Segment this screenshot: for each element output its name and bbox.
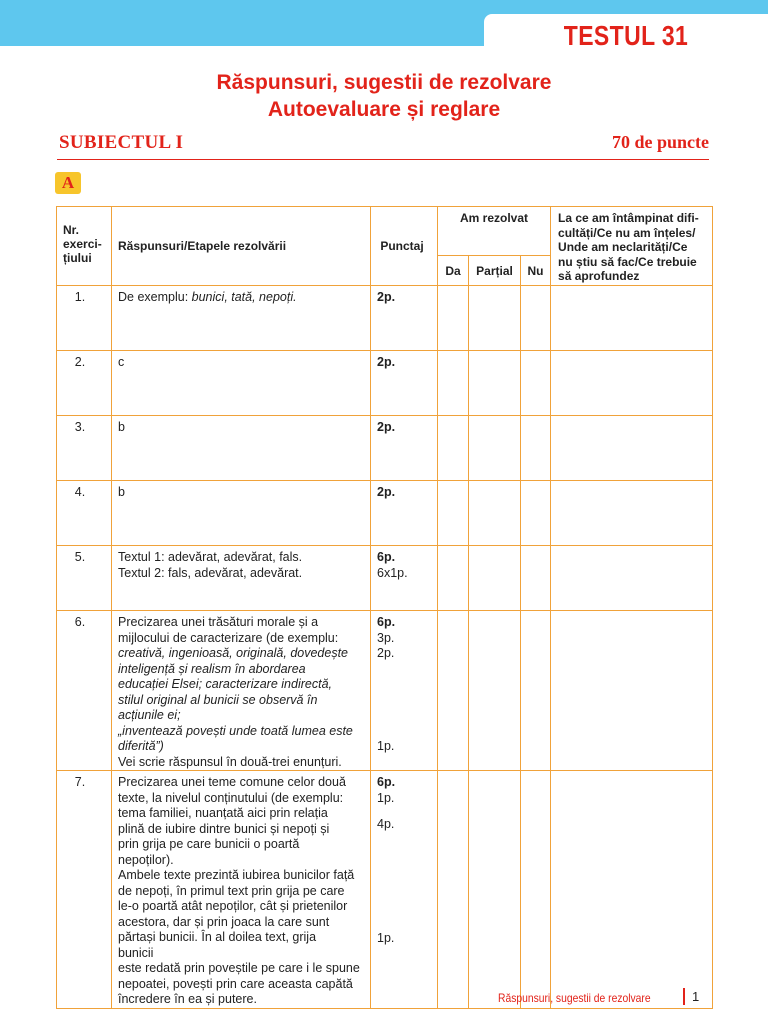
section-title: SUBIECTUL I — [59, 132, 184, 153]
table-row — [57, 546, 713, 611]
answer-line: prin grija pe care bunicii o poartă — [118, 837, 300, 851]
title-line-1: Răspunsuri, sugestii de rezolvare — [216, 71, 552, 94]
header-no: Nu — [521, 256, 551, 286]
check-partial[interactable] — [469, 611, 521, 771]
header-partial: Parțial — [469, 256, 521, 286]
answer-line: creativă, ingenioasă, originală, dovedește — [118, 646, 349, 660]
row-answer: c — [112, 351, 371, 416]
check-no[interactable] — [521, 286, 551, 351]
row-number: 7. — [57, 771, 112, 1009]
answer-line: texte, la nivelul conținutului (de exemplu: — [118, 790, 344, 805]
answer-italic: bunici, tată, nepoți. — [191, 290, 297, 304]
answer-line: mijlocului de caracterizare (de exemplu: — [118, 630, 339, 645]
answer-line: inteligență și realism în abordarea — [118, 661, 306, 676]
header-difficulties-line: La ce am întâmpinat difi- — [558, 211, 699, 225]
header-difficulties — [551, 207, 713, 286]
row-answer: b — [112, 481, 371, 546]
row-number: 2. — [57, 351, 112, 416]
difficulties-cell[interactable] — [551, 481, 713, 546]
check-partial[interactable] — [469, 351, 521, 416]
footer-title: Răspunsuri, sugestii de rezolvare — [498, 991, 651, 1005]
points-total: 6p. — [377, 615, 396, 629]
points-breakdown: 4p. — [377, 817, 395, 831]
points-breakdown: 1p. — [377, 930, 395, 945]
answer-line: încredere în ea și putere. — [118, 992, 257, 1006]
row-number: 1. — [57, 286, 112, 351]
points-breakdown: 2p. — [377, 646, 395, 660]
table-row — [57, 416, 713, 481]
row-answer — [112, 286, 371, 351]
points-breakdown: 3p. — [377, 630, 395, 645]
difficulties-cell[interactable] — [551, 286, 713, 351]
section-points: 70 de puncte — [611, 132, 709, 152]
check-no[interactable] — [521, 771, 551, 1009]
header-points: Punctaj — [371, 207, 438, 286]
answer-line: este redată prin poveștile pe care i le spune — [118, 961, 360, 975]
row-points — [371, 546, 438, 611]
points-breakdown: 1p. — [377, 739, 395, 753]
check-yes[interactable] — [438, 771, 469, 1009]
table-row — [57, 286, 713, 351]
table-row — [57, 771, 713, 1009]
answer-line: le-o poartă atât nepoților, cât și prietenilor — [118, 899, 348, 913]
row-answer — [112, 546, 371, 611]
answer-line: plină de iubire dintre bunici și nepoți și — [118, 821, 330, 836]
answer-line: nepoatei, povești prin care aceasta capătă — [118, 976, 353, 991]
title-line-2: Autoevaluare și reglare — [267, 98, 501, 121]
answer-line: Textul 2: fals, adevărat, adevărat. — [118, 565, 303, 580]
answer-line: Ambele texte prezintă iubirea bunicilor față — [118, 868, 355, 882]
check-yes[interactable] — [438, 611, 469, 771]
row-points — [371, 771, 438, 1009]
row-answer: b — [112, 416, 371, 481]
answer-line: „inventează povești unde toată lumea este — [118, 723, 353, 738]
check-partial[interactable] — [469, 286, 521, 351]
footer-divider — [683, 988, 685, 1005]
answer-line: stilul original al bunicii se observă în — [118, 692, 318, 707]
test-label: TESTUL 31 — [563, 20, 689, 51]
difficulties-cell[interactable] — [551, 611, 713, 771]
section-header — [57, 130, 709, 160]
check-yes[interactable] — [438, 416, 469, 481]
header-difficulties-line: nu știu să fac/Ce trebuie — [558, 254, 697, 269]
points-total: 6p. — [377, 550, 396, 564]
answer-line: Precizarea unei trăsături morale și a — [118, 615, 319, 629]
difficulties-cell[interactable] — [551, 416, 713, 481]
row-points: 2p. — [371, 416, 438, 481]
header-nr-line: țiului — [63, 251, 92, 265]
check-no[interactable] — [521, 546, 551, 611]
row-number: 3. — [57, 416, 112, 481]
answer-line: diferită”) — [118, 739, 164, 753]
check-partial[interactable] — [469, 546, 521, 611]
page-number: 1 — [692, 989, 700, 1004]
row-points — [371, 611, 438, 771]
header-difficulties-line: să aprofundez — [558, 269, 640, 283]
check-partial[interactable] — [469, 771, 521, 1009]
answer-line: Precizarea unei teme comune celor două — [118, 775, 346, 789]
answer-line: nepoților). — [118, 852, 174, 867]
answer-line: Textul 1: adevărat, adevărat, fals. — [118, 550, 303, 564]
difficulties-cell[interactable] — [551, 546, 713, 611]
answer-line: bunicii — [118, 945, 154, 960]
check-yes[interactable] — [438, 286, 469, 351]
header-difficulties-line: Unde am neclarități/Ce — [558, 240, 688, 254]
header-solved: Am rezolvat — [438, 207, 551, 256]
row-answer — [112, 771, 371, 1009]
header-yes: Da — [438, 256, 469, 286]
answer-line: părtași bunicii. În al doilea text, grija — [118, 930, 317, 944]
table-row — [57, 351, 713, 416]
row-number: 6. — [57, 611, 112, 771]
answer-line: Vei scrie răspunsul în două-trei enunțuri. — [118, 754, 342, 769]
answer-prefix: De exemplu: — [118, 290, 192, 304]
check-no[interactable] — [521, 416, 551, 481]
answer-line: educației Elsei; caracterizare indirectă, — [118, 677, 332, 691]
part-badge: A — [55, 172, 81, 194]
header-responses: Răspunsuri/Etapele rezolvării — [112, 207, 371, 286]
points-total: 6p. — [377, 775, 396, 789]
table-row — [57, 611, 713, 771]
answer-line: tema familiei, nuanțată aici prin relația — [118, 806, 328, 820]
answer-line: acestora, dar și prin joaca la care sunt — [118, 914, 330, 929]
check-no[interactable] — [521, 481, 551, 546]
row-answer — [112, 611, 371, 771]
header-difficulties-line: cultăți/Ce nu am înțeles/ — [558, 225, 696, 240]
row-number: 4. — [57, 481, 112, 546]
check-yes[interactable] — [438, 351, 469, 416]
header-nr-line: Nr. — [63, 223, 80, 237]
row-points: 2p. — [371, 286, 438, 351]
header-nr — [57, 207, 112, 286]
answer-line: acțiunile ei; — [118, 708, 181, 722]
row-number: 5. — [57, 546, 112, 611]
table-row — [57, 481, 713, 546]
page-title — [0, 69, 768, 123]
row-points: 2p. — [371, 351, 438, 416]
difficulties-cell[interactable] — [551, 771, 713, 1009]
check-yes[interactable] — [438, 481, 469, 546]
row-points: 2p. — [371, 481, 438, 546]
points-breakdown: 1p. — [377, 790, 395, 805]
answer-line: de nepoți, în primul text prin grija pe care — [118, 883, 345, 898]
check-no[interactable] — [521, 611, 551, 771]
check-no[interactable] — [521, 351, 551, 416]
check-partial[interactable] — [469, 416, 521, 481]
answers-table — [56, 206, 713, 1009]
difficulties-cell[interactable] — [551, 351, 713, 416]
header-nr-line: exerci- — [63, 237, 102, 251]
points-breakdown: 6x1p. — [377, 565, 408, 580]
check-yes[interactable] — [438, 546, 469, 611]
header-row — [57, 207, 713, 256]
check-partial[interactable] — [469, 481, 521, 546]
